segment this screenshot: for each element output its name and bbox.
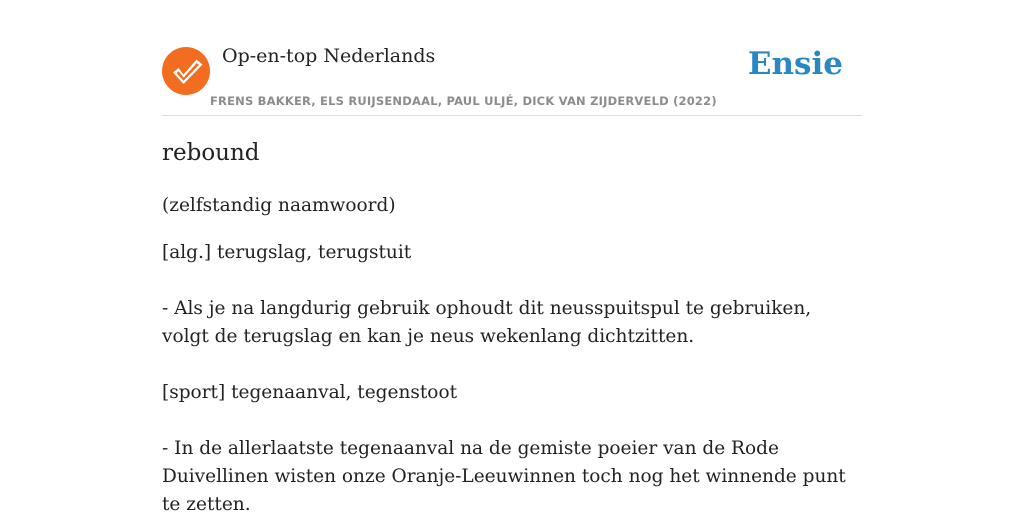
sense-definition: [sport] tegenaanval, tegenstoot: [162, 382, 458, 403]
headword: rebound: [162, 140, 260, 166]
source-title[interactable]: Op-en-top Nederlands: [222, 45, 436, 67]
source-authors: FRENS BAKKER, ELS RUIJSENDAAL, PAUL ULJÉ, DICK VAN ZIJDERVELD (2022): [210, 94, 717, 108]
sense-example: - In de allerlaatste tegenaanval na de gemiste poeier van de Rode Duivellinen wisten onze Oranje-Leeuwinnen toch nog het winnende punt te zetten.: [162, 438, 846, 515]
sense-example: - Als je na langdurig gebruik ophoudt dit neusspuitspul te gebruiken, volgt de terugslag en kan je neus wekenlang dichtzitten.: [162, 298, 812, 347]
header-divider: [162, 115, 862, 116]
checkmark-circle-icon: [162, 47, 210, 95]
sense-definition: [alg.] terugslag, terugstuit: [162, 242, 412, 263]
dictionary-entry-card: [162, 0, 862, 515]
part-of-speech: (zelfstandig naamwoord): [162, 195, 396, 216]
brand-logo[interactable]: Ensie: [747, 46, 843, 82]
